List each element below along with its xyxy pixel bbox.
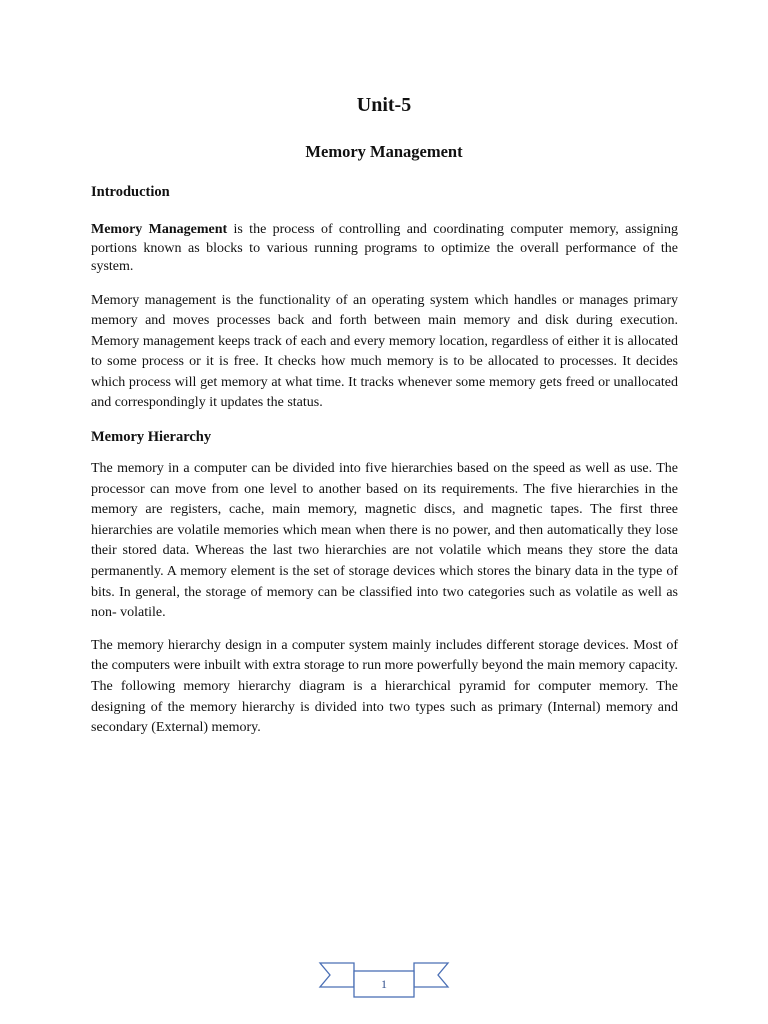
paragraph-memory-hierarchy-design: The memory hierarchy design in a computer system mainly includes different storage devices. Most of the computers were inbuilt with extra storage to run more powerfully beyond the main memory capacity. The following memory hierarchy diagram is a hierarchical pyramid for computer memory. The designing of the memory hierarchy is divided into two types such as primary (Internal) memory and secondary (External) memory. [91, 637, 678, 736]
page-footer [318, 957, 450, 1001]
bold-term: Memory Management [91, 222, 228, 237]
document-subtitle: Memory Management [305, 142, 463, 161]
paragraph-memory-hierarchy-levels: The memory in a computer can be divided into five hierarchies based on the speed as well as use. The processor can move from one level to another based on its requirements. The five hierarchies in the memory are registers, cache, main memory, magnetic discs, and magnetic tapes. The first three hierarchies are volatile memories which mean when there is no power, and then automatically they lose their stored data. Whereas the last two hierarchies are not volatile which means they store the data permanently. A memory element is the set of storage devices which stores the binary data in the type of bits. In general, the storage of memory can be classified into two categories such as volatile as well as non- volatile. [91, 461, 678, 621]
document-body [91, 182, 678, 739]
section-heading-memory-hierarchy: Memory Hierarchy [91, 429, 212, 446]
unit-title: Unit-5 [356, 94, 412, 116]
page-number: 1 [381, 977, 387, 991]
paragraph-memory-management-functionality: Memory management is the functionality of an operating system which handles or manages primary memory and moves processes back and forth between main memory and disk during execution. Memory management keeps track of each and every memory location, regardless of either it is allocated to some process or it is free. It checks how much memory is to be allocated to processes. It decides which process will get memory at what time. It tracks whenever some memory gets freed or unallocated and correspondingly it updates the status. [91, 292, 678, 411]
section-heading-introduction: Introduction [91, 184, 170, 200]
paragraph-memory-management-definition [91, 221, 678, 277]
paragraph-text: is the process of controlling and coordinating computer memory, assigning portions known as blocks to various running programs to optimize the overall performance of the system. [91, 222, 678, 274]
